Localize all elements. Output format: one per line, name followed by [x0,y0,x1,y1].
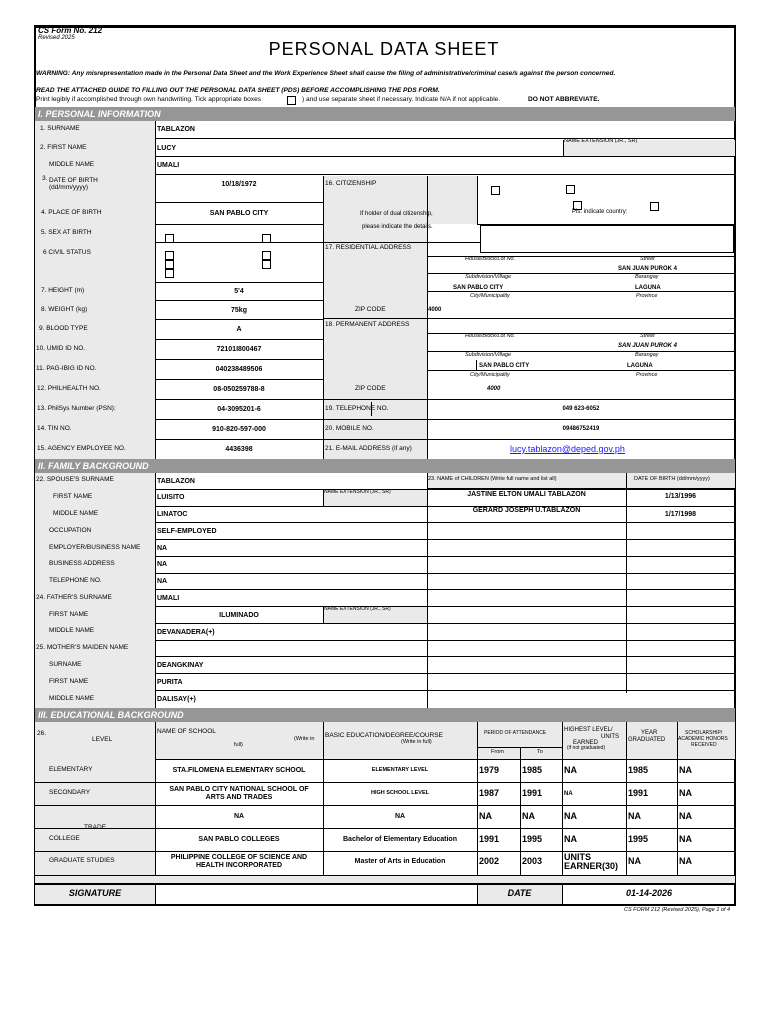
res-zip-value[interactable]: 4000 [428,307,442,313]
res-city-label: City/Municipality [470,293,510,299]
filipino-checkbox[interactable] [491,186,500,195]
res-subdivision-label: Subdivision/Village [465,274,512,280]
to-header: To [537,749,543,755]
by-naturalization-checkbox[interactable] [650,202,659,211]
mobile-value[interactable]: 09486752419 [562,426,600,432]
other-status-checkbox[interactable] [165,269,174,278]
blood-type-value[interactable]: A [236,326,242,333]
edu-from[interactable]: 2002 [479,856,500,866]
weight-label: 8. WEIGHT (kg) [41,306,88,313]
employer-label: EMPLOYER/BUSINESS NAME [49,544,141,551]
telephone-value[interactable]: 049 623-6052 [562,406,600,412]
dual-citizen-note-2: please indicate the details. [362,224,433,230]
print-legibly-text-2: ) and use separate sheet if necessary. Indicate N/A if not applicable. [302,96,501,103]
umid-label: 10. UMID ID NO. [36,345,86,352]
dual-citizen-note-1: If holder of dual citizenship, [360,211,433,217]
philhealth-value[interactable]: 08-050259788-8 [213,386,265,393]
first-name-value[interactable]: LUCY [157,145,177,152]
school-header-write: (Write in [294,736,315,742]
revised-note: Revised 2025 [38,35,75,41]
page-title: PERSONAL DATA SHEET [268,39,500,59]
tin-value[interactable]: 910-820-597-000 [212,426,266,433]
family-label-column [35,473,155,708]
spouse-ext-label: NAME EXTENSION (JR., SR) [324,489,391,495]
child-name[interactable]: GERARD JOSEPH U.TABLAZON [472,507,581,514]
perm-street-value[interactable]: SAN JUAN PUROK 4 [618,343,678,349]
edu-course[interactable]: ELEMENTARY LEVEL [371,767,429,773]
honors-header-3: RECEIVED [691,742,717,748]
level-header: LEVEL [92,736,113,743]
edu-honors[interactable]: NA [679,788,692,798]
units-header-2: UNITS [601,734,619,740]
country-dropdown[interactable] [480,225,734,253]
perm-street-label: Street [640,333,655,339]
perm-subdivision-label: Subdivision/Village [465,352,512,358]
edu-honors[interactable]: NA [679,811,692,821]
signature-field[interactable] [157,886,475,903]
philhealth-label: 12. PHILHEALTH NO. [37,385,101,392]
mother-surname-label: SURNAME [49,661,82,668]
edu-to[interactable]: 1991 [522,788,543,798]
edu-footer-strip [35,875,735,883]
spouse-surname-value[interactable]: TABLAZON [157,478,195,485]
read-guide-text: READ THE ATTACHED GUIDE TO FILLING OUT THE PERSONAL DATA SHEET (PDS) BEFORE ACCOMPLISHING THE PDS FORM. [36,87,440,94]
child-name[interactable]: JASTINE ELTON UMALI TABLAZON [467,491,586,498]
philsys-value[interactable]: 04-3095201-6 [217,406,261,413]
edu-school[interactable]: STA.FILOMENA ELEMENTARY SCHOOL [172,767,306,774]
edu-course[interactable]: NA [394,813,406,820]
mother-middle-value[interactable]: DALISAY(+) [157,696,196,703]
spouse-middle-label: MIDDLE NAME [53,510,99,517]
edu-to[interactable]: NA [522,811,535,821]
edu-level: ELEMENTARY [49,766,93,773]
perm-zip-label: ZIP CODE [355,385,386,392]
section-family-background: II. FAMILY BACKGROUND [35,459,735,473]
mother-middle-label: MIDDLE NAME [49,695,95,702]
form-number: CS Form No. 212 [38,26,103,35]
weight-value[interactable]: 75kg [231,307,247,314]
telephone-label: 19. TELEPHONE NO. [325,405,389,412]
dob-label: DATE OF BIRTH [49,177,98,184]
perm-barangay-label: Barangay [635,352,659,358]
edu-from[interactable]: 1991 [479,834,500,844]
section-personal-info: I. PERSONAL INFORMATION [35,107,735,121]
res-province-label: Province [636,293,658,299]
pagibig-value[interactable]: 040238489506 [215,366,263,373]
res-barangay-label: Barangay [635,274,659,280]
citizenship-label: 16. CITIZENSHIP [325,180,377,187]
separated-checkbox[interactable] [262,260,271,269]
mother-first-value[interactable]: PURITA [157,679,183,686]
dob-value[interactable]: 10/18/1972 [221,181,257,188]
edu-units[interactable]: NA [564,811,577,821]
blood-type-label: 9. BLOOD TYPE [39,325,88,332]
edu-from[interactable]: NA [479,811,492,821]
occupation-value[interactable]: SELF-EMPLOYED [157,528,217,535]
philsys-label: 13. PhilSys Number (PSN): [37,405,116,412]
residential-address-label: 17. RESIDENTIAL ADDRESS [325,244,412,251]
edu-school[interactable]: NA [233,813,245,820]
edu-level: TRADE [84,824,107,831]
spouse-telephone-label: TELEPHONE NO. [49,577,102,584]
edu-school-line2[interactable]: ARTS AND TRADES [205,794,273,801]
sex-label: 5. SEX AT BIRTH [41,229,92,236]
units-header: HIGHEST LEVEL/ [564,727,613,733]
year-graduated-header: YEAR [641,730,658,736]
spouse-surname-label: 22. SPOUSE'S SURNAME [36,476,114,483]
edu-from[interactable]: 1979 [479,765,500,775]
honors-header: SCHOLARSHIP/ [685,730,723,736]
edu-level: GRADUATE STUDIES [49,857,115,864]
father-surname-value[interactable]: UMALI [157,595,180,602]
mother-surname-value[interactable]: DEANGKINAY [157,662,204,669]
edu-to[interactable]: 1995 [522,834,543,844]
res-zip-label: ZIP CODE [355,306,386,313]
edu-to[interactable]: 1985 [522,765,543,775]
course-header: BASIC EDUCATION/DEGREE/COURSE [325,732,443,739]
edu-honors[interactable]: NA [679,765,692,775]
spouse-first-label: FIRST NAME [53,493,93,500]
surname-value[interactable]: TABLAZON [157,126,195,133]
email-value[interactable]: lucy.tablazon@deped.gov.ph [510,444,625,454]
father-ext-label: NAME EXTENSION (JR., SR) [324,606,391,612]
page-footer-note: CS FORM 212 (Revised 2025), Page 1 of 4 [624,907,731,913]
height-label: 7. HEIGHT (m) [41,287,85,294]
father-first-value[interactable]: ILUMINADO [219,612,259,619]
edu-school[interactable]: SAN PABLO COLLEGES [198,836,280,843]
edu-level: COLLEGE [49,835,80,842]
edu-year-graduated[interactable]: 1991 [628,788,649,798]
dual-citizen-checkbox[interactable] [566,185,575,194]
edu-course[interactable]: Bachelor of Elementary Education [343,836,457,843]
edu-units-line2[interactable]: EARNER(30) [564,861,619,871]
edu-to[interactable]: 2003 [522,856,543,866]
pob-label: 4. PLACE OF BIRTH [41,209,102,216]
edu-level-column [35,722,155,875]
agency-no-label: 15. AGENCY EMPLOYEE NO. [37,445,126,452]
tin-label: 14. TIN NO. [37,425,72,432]
perm-city-label: City/Municipality [470,372,510,378]
from-header: From [491,749,504,755]
name-ext-label: NAME EXTENSION (JR., SR) [564,138,638,144]
edu-year-graduated[interactable]: 1995 [628,834,649,844]
permanent-address-label: 18. PERMANENT ADDRESS [325,321,410,328]
edu-school-line2[interactable]: HEALTH INCORPORATED [195,862,283,869]
father-surname-label: 24. FATHER'S SURNAME [36,594,112,601]
middle-name-value[interactable]: UMALI [157,162,180,169]
edu-year-graduated[interactable]: 1985 [628,765,649,775]
units-header-3: EARNED [573,740,599,746]
mother-first-label: FIRST NAME [49,678,89,685]
edu-units[interactable]: UNITS [564,852,591,862]
pagibig-label: 11. PAG-IBIG ID NO. [36,365,97,372]
height-value[interactable]: 5'4 [234,288,244,295]
married-checkbox[interactable] [262,251,271,260]
first-name-label: 2. FIRST NAME [40,144,87,151]
edu-year-graduated[interactable]: NA [628,856,641,866]
umid-value[interactable]: 72101I800467 [216,346,262,353]
middle-name-label: MIDDLE NAME [49,161,95,168]
father-first-label: FIRST NAME [49,611,89,618]
section-educational-background: III. EDUCATIONAL BACKGROUND [35,708,735,722]
edu-honors[interactable]: NA [679,856,692,866]
pob-value[interactable]: SAN PABLO CITY [209,210,269,217]
perm-province-label: Province [636,372,658,378]
period-header: PERIOD OF ATTENDANCE [484,730,547,736]
citizenship-gray [427,176,477,224]
edu-course[interactable]: HIGH SCHOOL LEVEL [371,790,429,796]
perm-zip-value[interactable]: 4000 [487,386,501,392]
honors-header-2: ACADEMIC HONORS [678,736,728,742]
surname-label: 1. SURNAME [40,125,80,132]
signature-label: SIGNATURE [68,888,122,898]
employer-value[interactable]: NA [157,545,168,552]
print-legibly-text: Print legibly if accomplished through own handwriting. Tick appropriate boxes [36,96,262,103]
dob-format: (dd/mm/yyyy) [49,184,88,191]
edu-number: 26. [37,730,47,737]
dob-number: 3. [42,175,48,182]
no-abbreviate: DO NOT ABBREVIATE. [528,96,600,103]
business-address-label: BUSINESS ADDRESS [49,560,115,567]
edu-units[interactable]: NA [564,791,573,797]
perm-province-value[interactable]: LAGUNA [627,363,653,369]
edu-school[interactable]: PHILIPPINE COLLEGE OF SCIENCE AND [170,854,308,861]
edu-school[interactable]: SAN PABLO CITY NATIONAL SCHOOL OF [169,786,309,793]
warning-text: WARNING: Any misrepresentation made in the Personal Data Sheet and the Work Experience Sheet shall cause the filing of administrative/criminal case/s against the person concerned. [36,70,616,77]
edu-from[interactable]: 1987 [479,788,500,798]
email-label: 21. E-MAIL ADDRESS (if any) [325,445,412,452]
father-middle-value[interactable]: DEVANADERA(+) [157,629,215,636]
male-checkbox[interactable] [165,234,174,243]
edu-level: SECONDARY [49,789,91,796]
edu-year-graduated[interactable]: NA [628,811,641,821]
child-dob[interactable]: 1/13/1996 [664,493,697,500]
date-value[interactable]: 01-14-2026 [626,888,673,898]
father-middle-label: MIDDLE NAME [49,627,95,634]
child-dob-label: DATE OF BIRTH (dd/mm/yyyy) [634,476,710,482]
edu-course[interactable]: Master of Arts in Education [354,858,446,865]
female-checkbox[interactable] [262,234,271,243]
children-label: 23. NAME of CHILDREN (Write full name and list all) [428,476,557,482]
res-house-label: House/Block/Lot No. [465,256,516,262]
edu-honors[interactable]: NA [679,834,692,844]
edu-units[interactable]: NA [564,765,577,775]
business-address-value[interactable]: NA [157,561,168,568]
date-label: DATE [507,888,532,898]
sample-checkbox [287,96,296,105]
year-graduated-header-2: GRADUATED [628,737,666,743]
pls-indicate-country: Pls. indicate country: [572,209,628,215]
spouse-middle-value[interactable]: LINATOC [157,511,188,518]
school-header-full: full) [234,742,243,748]
perm-city-value[interactable]: SAN PABLO CITY [479,363,530,369]
spouse-telephone-value[interactable]: NA [157,578,168,585]
occupation-label: OCCUPATION [49,527,92,534]
single-checkbox[interactable] [165,251,174,260]
res-street-value[interactable]: SAN JUAN PUROK 4 [618,266,678,272]
civil-status-label: 6 CIVIL STATUS [43,249,91,256]
agency-no-value[interactable]: 4436398 [225,446,253,453]
mother-maiden-label: 25. MOTHER'S MAIDEN NAME [36,644,129,651]
widowed-checkbox[interactable] [165,260,174,269]
units-header-4: (if not graduated) [567,745,606,751]
edu-units[interactable]: NA [564,834,577,844]
school-header: NAME OF SCHOOL [157,728,216,735]
res-province-value[interactable]: LAGUNA [635,285,661,291]
perm-house-label: House/Block/Lot No. [465,333,516,339]
res-street-label: Street [640,256,655,262]
res-city-value[interactable]: SAN PABLO CITY [453,285,504,291]
spouse-first-value[interactable]: LUISITO [157,494,185,501]
child-dob[interactable]: 1/17/1998 [664,511,697,518]
course-header-write: (Write in full) [401,739,432,745]
mobile-label: 20. MOBILE NO. [325,425,374,432]
